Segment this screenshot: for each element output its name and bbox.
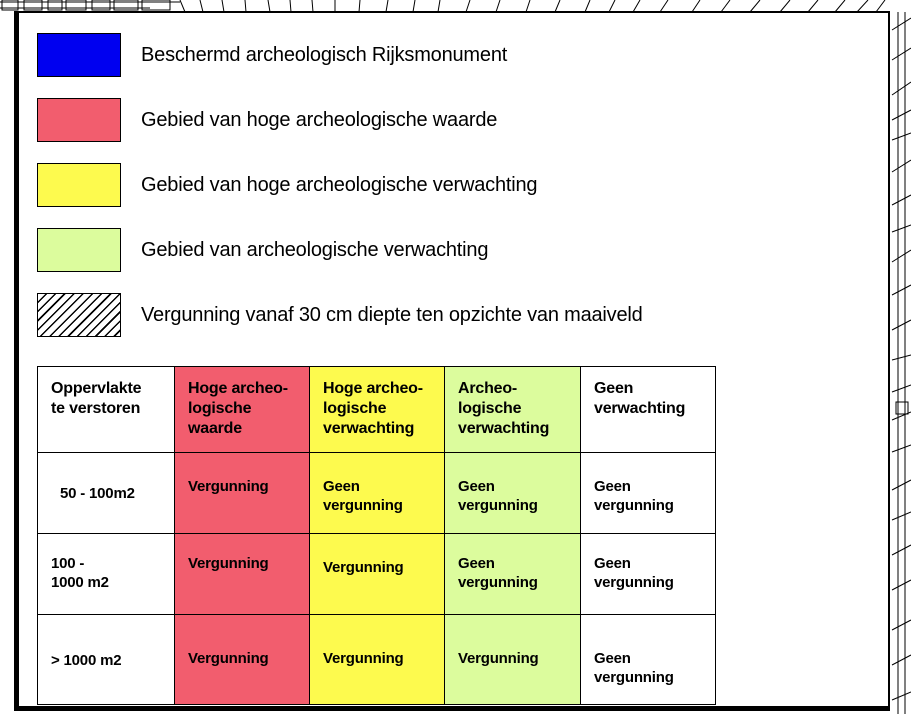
row-label-100-1000: 100 - 1000 m2 xyxy=(38,534,175,615)
legend-label-hoge-verwachting: Gebied van hoge archeologische verwachting xyxy=(141,173,538,196)
legend-item-hoge-verwachting xyxy=(37,162,537,208)
header-oppervlakte: Oppervlakte te verstoren xyxy=(38,367,175,453)
table-cell: Vergunning xyxy=(445,615,581,705)
permit-matrix-table xyxy=(37,366,716,705)
legend-label-verwachting: Gebied van archeologische verwachting xyxy=(141,238,489,261)
table-cell: Vergunning xyxy=(310,534,445,615)
table-header-row xyxy=(38,367,716,453)
table-cell: Geen vergunning xyxy=(581,453,716,534)
legend-swatch-hatch xyxy=(37,293,121,337)
legend-item-hoge-waarde xyxy=(37,97,497,143)
legend-label-rijksmonument: Beschermd archeologisch Rijksmonument xyxy=(141,43,508,66)
header-geen-verwachting: Geen verwachting xyxy=(581,367,716,453)
legend-swatch-blue xyxy=(37,33,121,77)
table-row xyxy=(38,534,716,615)
table-cell: Geen vergunning xyxy=(445,534,581,615)
table-cell: Geen vergunning xyxy=(581,615,716,705)
right-parcel-lines xyxy=(892,12,911,714)
row-label-50-100: 50 - 100m2 xyxy=(38,453,175,534)
table-cell: Vergunning xyxy=(175,615,310,705)
header-hoge-waarde: Hoge archeo- logische waarde xyxy=(175,367,310,453)
header-hoge-verwachting: Hoge archeo- logische verwachting xyxy=(310,367,445,453)
legend-swatch-light-green xyxy=(37,228,121,272)
table-cell: Geen vergunning xyxy=(581,534,716,615)
table-row xyxy=(38,453,716,534)
table-cell: Geen vergunning xyxy=(445,453,581,534)
legend-label-vergunning-30cm: Vergunning vanaf 30 cm diepte ten opzichte van maaiveld xyxy=(141,303,643,326)
table-cell: Vergunning xyxy=(175,534,310,615)
legend-label-hoge-waarde: Gebied van hoge archeologische waarde xyxy=(141,108,498,131)
legend-swatch-yellow xyxy=(37,163,121,207)
header-verwachting: Archeo- logische verwachting xyxy=(445,367,581,453)
table-cell: Vergunning xyxy=(175,453,310,534)
legend-swatch-red xyxy=(37,98,121,142)
table-cell: Geen vergunning xyxy=(310,453,445,534)
legend-item-verwachting xyxy=(37,227,488,273)
legend-item-vergunning-30cm xyxy=(37,292,643,338)
map-legend-panel xyxy=(14,11,890,711)
row-label-1000-plus: > 1000 m2 xyxy=(38,615,175,705)
table-cell: Vergunning xyxy=(310,615,445,705)
legend-item-rijksmonument xyxy=(37,32,507,78)
table-row xyxy=(38,615,716,705)
